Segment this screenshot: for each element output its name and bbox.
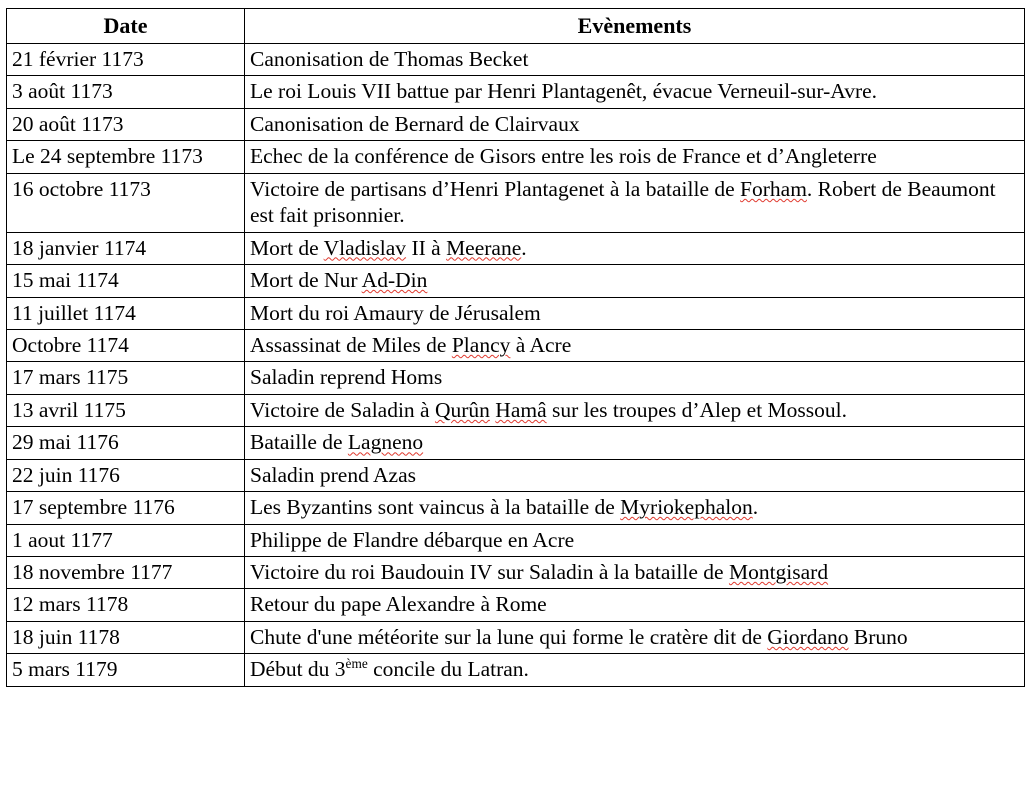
cell-date: 15 mai 1174 — [7, 265, 245, 297]
cell-event: Victoire du roi Baudouin IV sur Saladin à la bataille de Montgisard — [245, 557, 1025, 589]
table-row — [7, 141, 1025, 173]
cell-date: 20 août 1173 — [7, 108, 245, 140]
cell-date: 12 mars 1178 — [7, 589, 245, 621]
event-ordinal-suffix: ème — [345, 656, 368, 672]
cell-date: 16 octobre 1173 — [7, 173, 245, 232]
cell-date: 18 novembre 1177 — [7, 557, 245, 589]
cell-event: Echec de la conférence de Gisors entre les rois de France et d’Angleterre — [245, 141, 1025, 173]
table-row — [7, 297, 1025, 329]
table-row — [7, 524, 1025, 556]
table-row — [7, 173, 1025, 232]
table-row — [7, 394, 1025, 426]
cell-date: 13 avril 1175 — [7, 394, 245, 426]
cell-event: Canonisation de Bernard de Clairvaux — [245, 108, 1025, 140]
cell-date: 17 septembre 1176 — [7, 492, 245, 524]
table-row — [7, 557, 1025, 589]
events-table — [6, 8, 1025, 687]
cell-event: Saladin reprend Homs — [245, 362, 1025, 394]
cell-event: Canonisation de Thomas Becket — [245, 44, 1025, 76]
cell-date: 22 juin 1176 — [7, 459, 245, 491]
table-row — [7, 362, 1025, 394]
cell-date: 1 aout 1177 — [7, 524, 245, 556]
cell-event: Victoire de partisans d’Henri Plantagenet à la bataille de Forham. Robert de Beaumont est fait prisonnier. — [245, 173, 1025, 232]
cell-event: Saladin prend Azas — [245, 459, 1025, 491]
cell-event: Assassinat de Miles de Plancy à Acre — [245, 329, 1025, 361]
table-row — [7, 427, 1025, 459]
cell-event: Mort de Nur Ad-Din — [245, 265, 1025, 297]
table-row — [7, 329, 1025, 361]
cell-date: 18 janvier 1174 — [7, 232, 245, 264]
cell-date: Octobre 1174 — [7, 329, 245, 361]
cell-event: Chute d'une météorite sur la lune qui forme le cratère dit de Giordano Bruno — [245, 621, 1025, 653]
table-body — [7, 44, 1025, 687]
table-row — [7, 44, 1025, 76]
event-text-prefix: Début du 3 — [250, 657, 346, 682]
column-header-events: Evènements — [245, 9, 1025, 44]
table-row — [7, 492, 1025, 524]
cell-event: Philippe de Flandre débarque en Acre — [245, 524, 1025, 556]
table-row — [7, 621, 1025, 653]
event-text-suffix: concile du Latran. — [367, 657, 529, 682]
table-row — [7, 265, 1025, 297]
cell-date: 21 février 1173 — [7, 44, 245, 76]
cell-date: 3 août 1173 — [7, 76, 245, 108]
table-row — [7, 108, 1025, 140]
cell-event: Victoire de Saladin à Qurûn Hamâ sur les troupes d’Alep et Mossoul. — [245, 394, 1025, 426]
cell-date: 5 mars 1179 — [7, 654, 245, 686]
cell-date: 29 mai 1176 — [7, 427, 245, 459]
cell-event: Le roi Louis VII battue par Henri Plantagenêt, évacue Verneuil-sur-Avre. — [245, 76, 1025, 108]
table-row — [7, 589, 1025, 621]
cell-event: Les Byzantins sont vaincus à la bataille de Myriokephalon. — [245, 492, 1025, 524]
cell-date: 17 mars 1175 — [7, 362, 245, 394]
table-row — [7, 654, 1025, 686]
table-row — [7, 459, 1025, 491]
cell-date: 18 juin 1178 — [7, 621, 245, 653]
cell-event: Retour du pape Alexandre à Rome — [245, 589, 1025, 621]
table-header-row — [7, 9, 1025, 44]
column-header-date: Date — [7, 9, 245, 44]
table-row — [7, 232, 1025, 264]
cell-date: Le 24 septembre 1173 — [7, 141, 245, 173]
cell-event: Bataille de Lagneno — [245, 427, 1025, 459]
table-row — [7, 76, 1025, 108]
cell-date: 11 juillet 1174 — [7, 297, 245, 329]
cell-event: Mort du roi Amaury de Jérusalem — [245, 297, 1025, 329]
cell-event — [245, 654, 1025, 686]
cell-event: Mort de Vladislav II à Meerane. — [245, 232, 1025, 264]
